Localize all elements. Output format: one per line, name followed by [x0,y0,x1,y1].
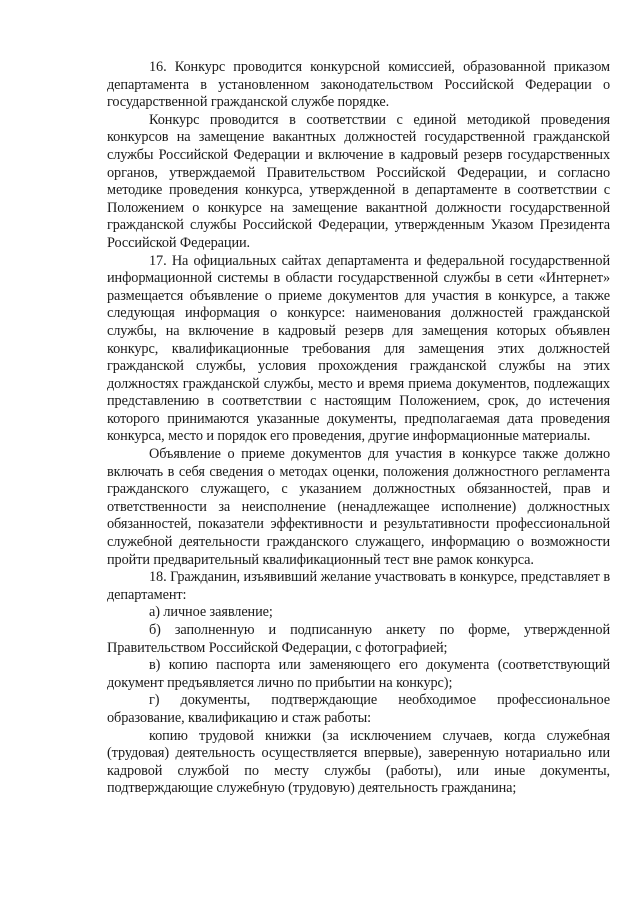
list-item-g: г) документы, подтверждающие необходимое профессиональное образование, квалификацию и стаж работы: [107,692,610,726]
list-item-b: б) заполненную и подписанную анкету по форме, утвержденной Правительством Российской Федерации, с фотографией; [107,622,610,656]
paragraph-17: 17. На официальных сайтах департамента и федеральной государственной информационной системы в области государственной службы в сети «Интернет» размещается объявление о приеме документов для участия в конкурсе, а также следующая информация о конкурсе: наименования должностей гражданской службы, на включение в кадровый резерв для замещения которых объявлен конкурс, квалификационные требования для замещения этих должностей гражданской службы, условия прохождения гражданской службы на этих должностях гражданской службы, место и время приема документов, подлежащих представлению в соответствии с настоящим Положением, срок, до истечения которого принимаются указанные документы, предполагаемая дата проведения конкурса, место и порядок его проведения, другие информационные материалы. [107,252,610,445]
list-item-g-employment-record: копию трудовой книжки (за исключением случаев, когда служебная (трудовая) деятельность осуществляется впервые), заверенную нотариально или кадровой службой по месту службы (работы), или иные документы, подтверждающие служебную (трудовую) деятельность гражданина; [107,727,610,797]
paragraph-17-announcement: Объявление о приеме документов для участия в конкурсе также должно включать в себя сведения о методах оценки, положения должностного регламента гражданского служащего, с указанием должностных обязанностей, прав и ответственности за неисполнение (ненадлежащее исполнение) должностных обязанностей, показатели эффективности и результативности профессиональной служебной деятельности гражданского служащего, информацию о возможности пройти предварительный квалификационный тест вне рамок конкурса. [107,446,610,568]
paragraph-16: 16. Конкурс проводится конкурсной комиссией, образованной приказом департамента в установленном законодательством Российской Федерации о государственной гражданской службе порядке. [107,59,610,111]
list-item-a: а) личное заявление; [149,604,273,621]
document-body [107,59,610,798]
paragraph-18: 18. Гражданин, изъявивший желание участвовать в конкурсе, представляет в департамент: [107,569,610,603]
list-item-v: в) копию паспорта или заменяющего его документа (соответствующий документ предъявляется лично по прибытии на конкурс); [107,657,610,691]
paragraph-16-methodology: Конкурс проводится в соответствии с единой методикой проведения конкурсов на замещение вакантных должностей государственной гражданской службы Российской Федерации и включение в кадровый резерв государственных органов, утверждаемой Правительством Российской Федерации, и согласно методике проведения конкурса, утвержденной в департаменте в соответствии с Положением о конкурсе на замещение вакантной должности государственной гражданской службы Российской Федерации, утвержденным Указом Президента Российской Федерации. [107,111,610,251]
